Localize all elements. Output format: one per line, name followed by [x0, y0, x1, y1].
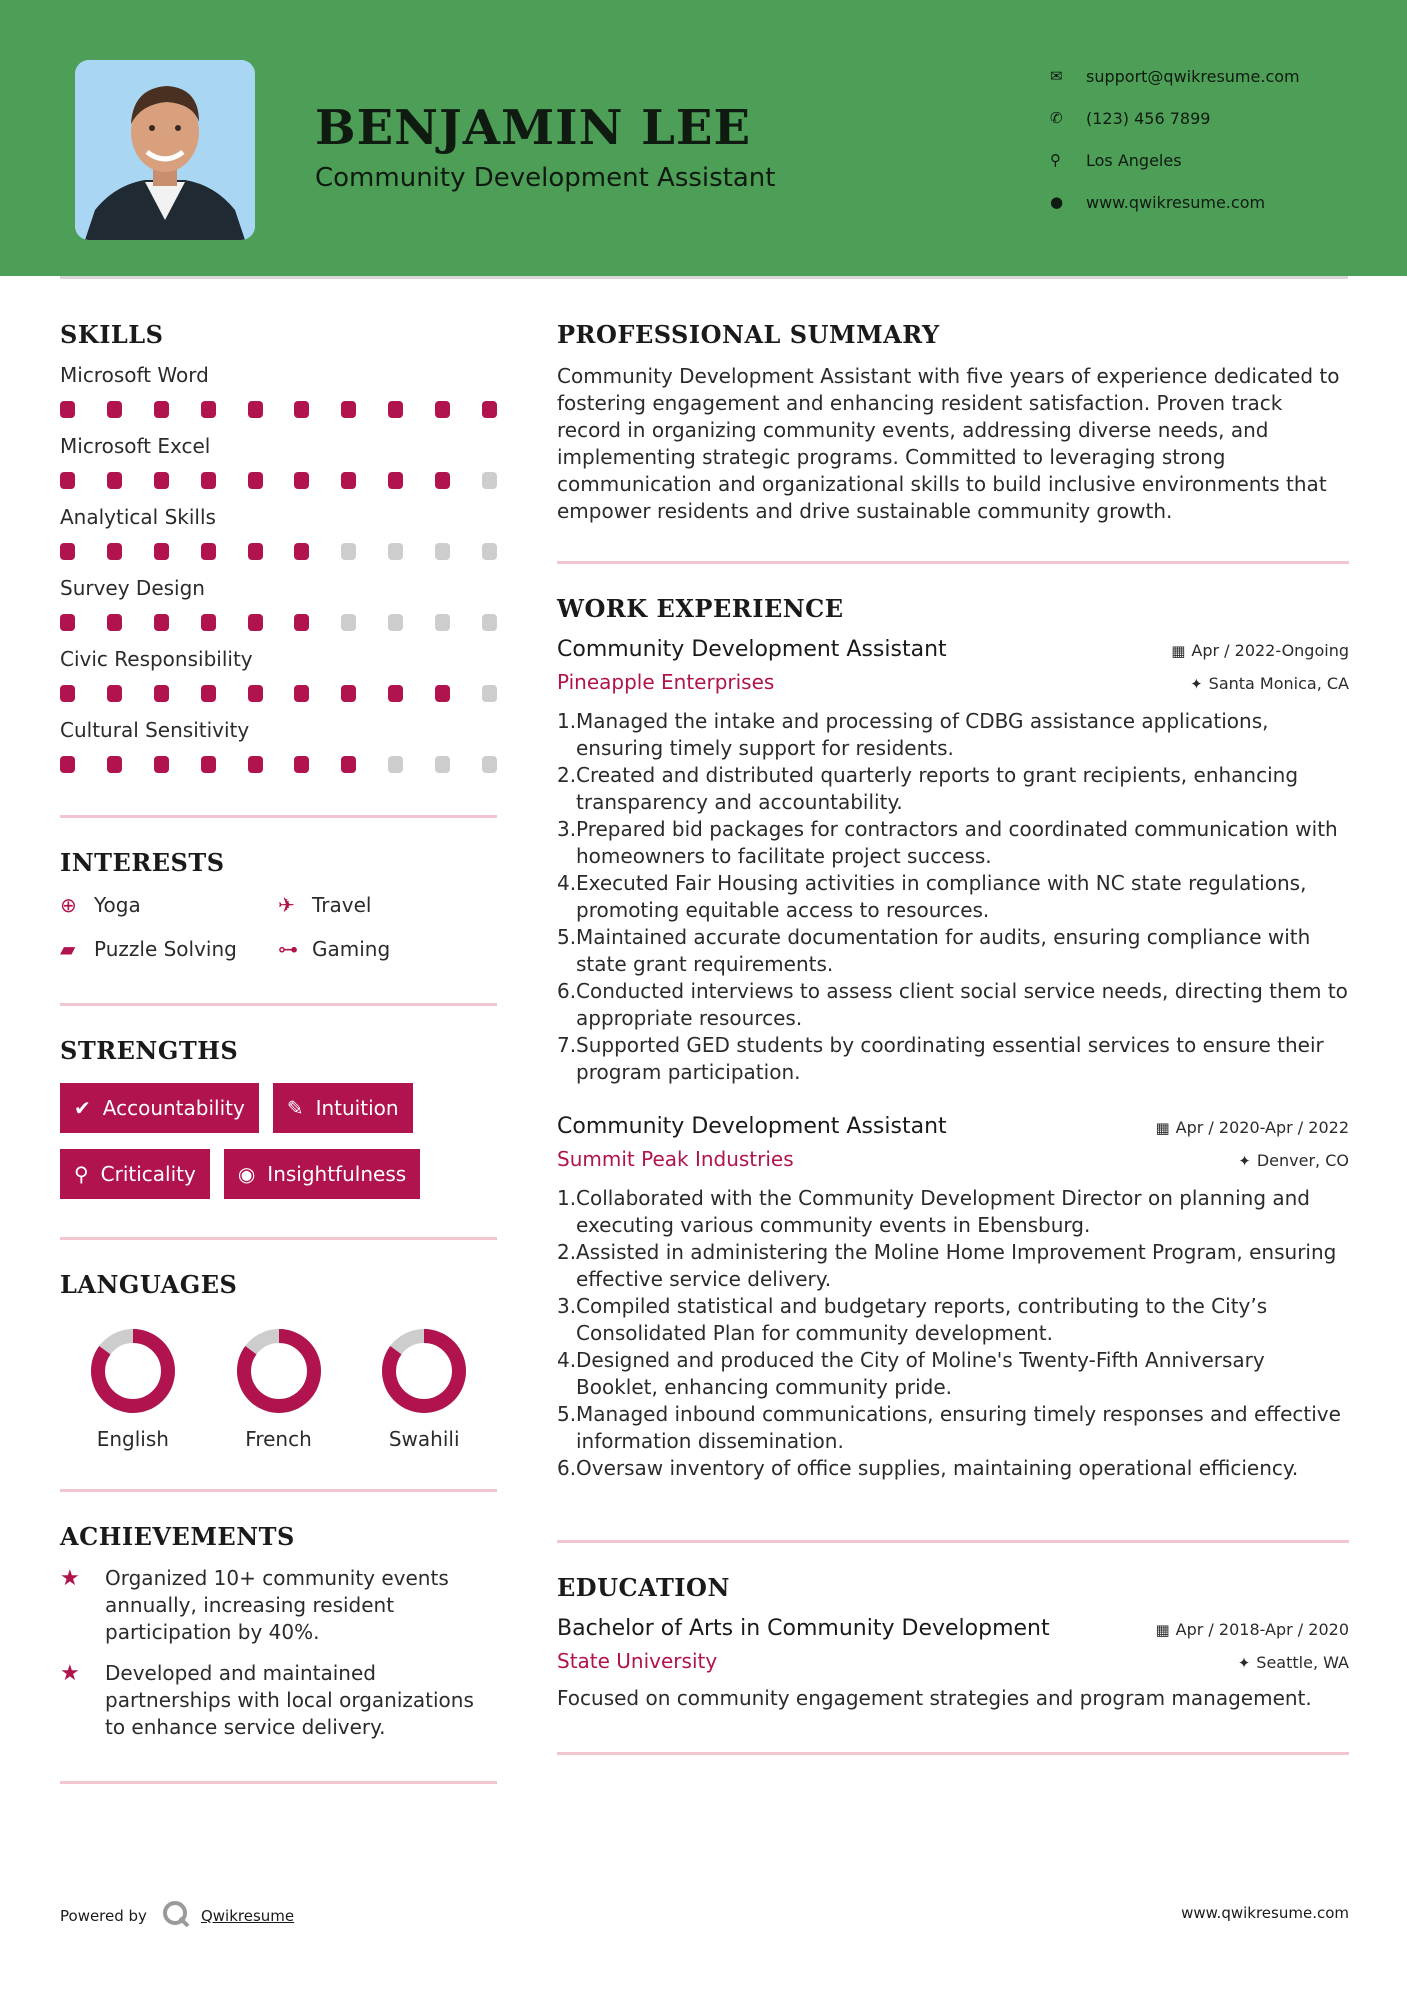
job-bullet	[557, 978, 1349, 1032]
section-divider	[60, 1003, 497, 1006]
language-item	[206, 1327, 352, 1451]
bullet-number: 1.	[557, 709, 577, 733]
skill-name: Cultural Sensitivity	[60, 718, 250, 742]
education-date: Apr / 2018-Apr / 2020	[1175, 1620, 1349, 1639]
language-label: English	[96, 1427, 169, 1451]
language-proficiency-ring	[380, 1327, 468, 1415]
rating-dot-filled	[248, 543, 263, 560]
pushpin-icon: ✦	[1237, 1654, 1251, 1672]
map-pin-icon: ⚲	[1050, 151, 1061, 169]
rating-dot-filled	[435, 401, 450, 418]
skill-rating	[60, 614, 497, 631]
rating-dot-filled	[107, 685, 122, 702]
contact-phone-text: (123) 456 7899	[1086, 108, 1211, 128]
section-divider	[557, 1752, 1349, 1755]
rating-dot-filled	[435, 685, 450, 702]
job-location: Santa Monica, CA	[1208, 674, 1349, 693]
phone-icon: ✆	[1050, 109, 1063, 127]
interest-label: Yoga	[94, 893, 141, 917]
rating-dot-filled	[388, 401, 403, 418]
left-column	[60, 320, 497, 1784]
candidate-name: BENJAMIN LEE	[315, 100, 752, 156]
rating-dot-filled	[201, 756, 216, 773]
rating-dot-empty	[435, 543, 450, 560]
job-bullet	[557, 870, 1349, 924]
rating-dot-filled	[435, 472, 450, 489]
skill-name: Civic Responsibility	[60, 647, 253, 671]
rating-dot-filled	[107, 472, 122, 489]
job-location: Denver, CO	[1256, 1151, 1349, 1170]
rating-dot-filled	[154, 401, 169, 418]
bullet-text: Prepared bid packages for contractors and coordinated communication with homeowners to facilitate project success.	[576, 817, 1338, 868]
qwikresume-link[interactable]: Qwikresume	[200, 1907, 295, 1925]
interest-item	[278, 937, 478, 961]
job-company: Pineapple Enterprises	[557, 670, 775, 694]
section-divider	[60, 815, 497, 818]
bullet-number: 5.	[557, 1402, 577, 1426]
bullet-number: 4.	[557, 871, 577, 895]
rating-dot-filled	[248, 614, 263, 631]
rating-dot-filled	[201, 614, 216, 631]
gamepad-icon: ⊶	[278, 937, 298, 961]
bullet-text: Designed and produced the City of Moline's Twenty-Fifth Anniversary Booklet, enhancing community pride.	[576, 1348, 1265, 1399]
languages-heading: LANGUAGES	[60, 1270, 238, 1299]
skill-rating	[60, 472, 497, 489]
calendar-icon: ▦	[1155, 1119, 1170, 1137]
rating-dot-empty	[341, 614, 356, 631]
education-heading: EDUCATION	[557, 1573, 730, 1602]
bullet-number: 6.	[557, 1456, 577, 1480]
contact-website[interactable]	[1050, 181, 1300, 223]
rating-dot-filled	[388, 685, 403, 702]
rating-dot-empty	[435, 756, 450, 773]
section-divider	[557, 1540, 1349, 1543]
lifebuoy-icon: ⊕	[60, 893, 77, 917]
bullet-number: 2.	[557, 763, 577, 787]
strengths-heading: STRENGTHS	[60, 1036, 239, 1065]
bullet-text: Executed Fair Housing activities in compliance with NC state regulations, promoting equitable access to resources.	[576, 871, 1307, 922]
contact-phone[interactable]	[1050, 97, 1300, 139]
contact-location-text: Los Angeles	[1086, 150, 1182, 170]
rating-dot-filled	[201, 401, 216, 418]
degree-title: Bachelor of Arts in Community Development	[557, 1616, 1050, 1641]
strength-label: Criticality	[100, 1162, 196, 1186]
job-bullet	[557, 762, 1349, 816]
contact-email-text: support@qwikresume.com	[1086, 66, 1300, 86]
summary-heading: PROFESSIONAL SUMMARY	[557, 320, 940, 349]
rating-dot-filled	[248, 401, 263, 418]
rating-dot-filled	[294, 614, 309, 631]
rating-dot-empty	[482, 543, 497, 560]
rating-dot-filled	[154, 685, 169, 702]
plane-icon: ✈	[278, 893, 295, 917]
section-divider	[60, 1781, 497, 1784]
language-label: French	[245, 1427, 312, 1451]
skill-name: Survey Design	[60, 576, 205, 600]
contact-website-text: www.qwikresume.com	[1086, 192, 1266, 212]
book-icon: ▰	[60, 937, 76, 961]
globe-icon: ●	[1050, 193, 1064, 211]
strength-label: Accountability	[102, 1096, 245, 1120]
rating-dot-filled	[341, 756, 356, 773]
job-title: Community Development Assistant	[557, 637, 947, 662]
calendar-icon: ▦	[1171, 642, 1186, 660]
skill-rating	[60, 685, 497, 702]
eye-icon: ◉	[237, 1162, 256, 1186]
contact-location	[1050, 139, 1300, 181]
languages-list	[60, 1327, 497, 1451]
job-bullet	[557, 1239, 1349, 1293]
bullet-number: 5.	[557, 925, 577, 949]
skill-name: Microsoft Excel	[60, 434, 211, 458]
rating-dot-filled	[341, 401, 356, 418]
bullet-number: 2.	[557, 1240, 577, 1264]
skill-name: Analytical Skills	[60, 505, 216, 529]
rating-dot-filled	[294, 756, 309, 773]
bullet-number: 1.	[557, 1186, 577, 1210]
education-description: Focused on community engagement strategies and program management.	[557, 1686, 1312, 1710]
rating-dot-empty	[388, 614, 403, 631]
contact-list	[1050, 55, 1300, 223]
rating-dot-empty	[482, 472, 497, 489]
powered-by-text: Powered by	[60, 1907, 147, 1925]
job-date: Apr / 2020-Apr / 2022	[1175, 1118, 1349, 1137]
rating-dot-filled	[388, 472, 403, 489]
strength-label: Intuition	[315, 1096, 399, 1120]
summary-text: Community Development Assistant with five years of experience dedicated to fostering engagement and enhancing resident satisfaction. Proven track record in organizing community events, addressing diverse needs, and implementing strategic programs. Committed to leveraging strong communication and organizational skills to build inclusive environments that empower residents and drive sustainable community growth.	[557, 364, 1340, 523]
check-circle-icon: ✔	[74, 1096, 91, 1120]
skills-heading: SKILLS	[60, 320, 164, 349]
skills-list	[60, 363, 497, 773]
job-bullet	[557, 708, 1349, 762]
bullet-text: Compiled statistical and budgetary reports, contributing to the City’s Consolidated Plan for community development.	[576, 1294, 1268, 1345]
strength-badge	[224, 1149, 420, 1199]
strength-label: Insightfulness	[267, 1162, 407, 1186]
rating-dot-empty	[482, 685, 497, 702]
school-name: State University	[557, 1649, 718, 1673]
rating-dot-filled	[154, 543, 169, 560]
rating-dot-filled	[154, 756, 169, 773]
bullet-text: Assisted in administering the Moline Home Improvement Program, ensuring effective service delivery.	[576, 1240, 1337, 1291]
header-divider	[60, 276, 1348, 279]
job-bullet	[557, 1455, 1349, 1482]
skill-name: Microsoft Word	[60, 363, 209, 387]
bullet-text: Managed inbound communications, ensuring timely responses and effective information dissemination.	[576, 1402, 1341, 1453]
rating-dot-filled	[294, 685, 309, 702]
interest-item	[60, 937, 278, 961]
calendar-icon: ▦	[1155, 1621, 1170, 1639]
bullet-text: Maintained accurate documentation for audits, ensuring compliance with state grant requirements.	[576, 925, 1311, 976]
rating-dot-empty	[435, 614, 450, 631]
rating-dot-filled	[107, 614, 122, 631]
rating-dot-filled	[107, 543, 122, 560]
rating-dot-filled	[60, 756, 75, 773]
bullet-text: Conducted interviews to assess client social service needs, directing them to appropriate resources.	[576, 979, 1348, 1030]
resume-header	[0, 0, 1407, 276]
rating-dot-filled	[294, 472, 309, 489]
section-divider	[60, 1237, 497, 1240]
section-divider	[557, 561, 1349, 564]
interests-list	[60, 893, 497, 961]
language-label: Swahili	[388, 1427, 460, 1451]
achievement-text: Developed and maintained partnerships with local organizations to enhance service delivery.	[105, 1661, 474, 1739]
rating-dot-filled	[294, 401, 309, 418]
rating-dot-filled	[107, 756, 122, 773]
job-bullets	[557, 708, 1349, 1086]
rating-dot-filled	[248, 685, 263, 702]
bullet-text: Supported GED students by coordinating essential services to ensure their program participation.	[576, 1033, 1324, 1084]
bullet-text: Created and distributed quarterly reports to grant recipients, enhancing transparency and accountability.	[576, 763, 1299, 814]
rating-dot-filled	[482, 401, 497, 418]
interest-label: Gaming	[312, 937, 391, 961]
profile-photo	[75, 60, 255, 240]
language-proficiency-ring	[89, 1327, 177, 1415]
job-entry	[557, 637, 1349, 1086]
strengths-list	[60, 1083, 497, 1199]
job-bullet	[557, 816, 1349, 870]
envelope-icon: ✉	[1050, 67, 1063, 85]
job-bullet	[557, 1347, 1349, 1401]
achievement-item	[60, 1660, 497, 1741]
skill-rating	[60, 401, 497, 418]
star-icon: ★	[60, 1566, 80, 1591]
bullet-number: 3.	[557, 817, 577, 841]
rating-dot-filled	[201, 543, 216, 560]
rating-dot-filled	[60, 614, 75, 631]
bullet-number: 7.	[557, 1033, 577, 1057]
interest-item	[278, 893, 478, 917]
search-icon: ⚲	[74, 1162, 89, 1186]
job-entry	[557, 1114, 1349, 1482]
bullet-number: 3.	[557, 1294, 577, 1318]
interest-label: Puzzle Solving	[94, 937, 237, 961]
rating-dot-filled	[294, 543, 309, 560]
bullet-text: Managed the intake and processing of CDBG assistance applications, ensuring timely support for residents.	[576, 709, 1269, 760]
rating-dot-empty	[341, 543, 356, 560]
skill-rating	[60, 756, 497, 773]
footer-powered-by	[60, 1900, 294, 1932]
bullet-text: Collaborated with the Community Development Director on planning and executing various community events in Ebensburg.	[576, 1186, 1310, 1237]
bullet-text: Oversaw inventory of office supplies, maintaining operational efficiency.	[576, 1456, 1299, 1480]
achievements-heading: ACHIEVEMENTS	[60, 1522, 295, 1551]
bullet-number: 4.	[557, 1348, 577, 1372]
rating-dot-empty	[482, 756, 497, 773]
job-bullet	[557, 1401, 1349, 1455]
job-bullet	[557, 1293, 1349, 1347]
rating-dot-filled	[154, 614, 169, 631]
rating-dot-filled	[154, 472, 169, 489]
rating-dot-filled	[201, 472, 216, 489]
right-column	[557, 320, 1349, 1755]
rating-dot-filled	[341, 685, 356, 702]
job-company: Summit Peak Industries	[557, 1147, 794, 1171]
job-bullet	[557, 1185, 1349, 1239]
rating-dot-filled	[107, 401, 122, 418]
experience-heading: WORK EXPERIENCE	[557, 594, 844, 623]
interests-heading: INTERESTS	[60, 848, 225, 877]
job-date: Apr / 2022-Ongoing	[1191, 641, 1349, 660]
rating-dot-filled	[60, 543, 75, 560]
rating-dot-empty	[388, 543, 403, 560]
interest-item	[60, 893, 278, 917]
rating-dot-empty	[388, 756, 403, 773]
language-proficiency-ring	[235, 1327, 323, 1415]
job-title: Community Development Assistant	[557, 1114, 947, 1139]
achievement-item	[60, 1565, 497, 1646]
section-divider	[60, 1489, 497, 1492]
strength-badge	[60, 1083, 259, 1133]
interest-label: Travel	[312, 893, 372, 917]
strength-badge	[273, 1083, 413, 1133]
language-item	[60, 1327, 206, 1451]
rating-dot-filled	[248, 472, 263, 489]
candidate-title: Community Development Assistant	[315, 163, 776, 193]
rating-dot-filled	[60, 685, 75, 702]
skill-rating	[60, 543, 497, 560]
pushpin-icon: ✦	[1238, 1152, 1251, 1170]
achievement-text: Organized 10+ community events annually, increasing resident participation by 40%.	[105, 1566, 449, 1644]
rating-dot-filled	[248, 756, 263, 773]
rating-dot-filled	[341, 472, 356, 489]
bullet-number: 6.	[557, 979, 577, 1003]
job-bullet	[557, 1032, 1349, 1086]
pushpin-icon: ✦	[1190, 675, 1203, 693]
rating-dot-filled	[60, 401, 75, 418]
job-bullet	[557, 924, 1349, 978]
rating-dot-empty	[482, 614, 497, 631]
star-icon: ★	[60, 1661, 80, 1686]
job-bullets	[557, 1185, 1349, 1482]
qwikresume-logo-icon	[161, 1900, 191, 1932]
education-location: Seattle, WA	[1256, 1653, 1349, 1672]
footer-url[interactable]: www.qwikresume.com	[1181, 1904, 1349, 1922]
strength-badge	[60, 1149, 210, 1199]
contact-email[interactable]	[1050, 55, 1300, 97]
language-item	[351, 1327, 497, 1451]
magic-wand-icon: ✎	[286, 1096, 304, 1120]
rating-dot-filled	[201, 685, 216, 702]
rating-dot-filled	[60, 472, 75, 489]
